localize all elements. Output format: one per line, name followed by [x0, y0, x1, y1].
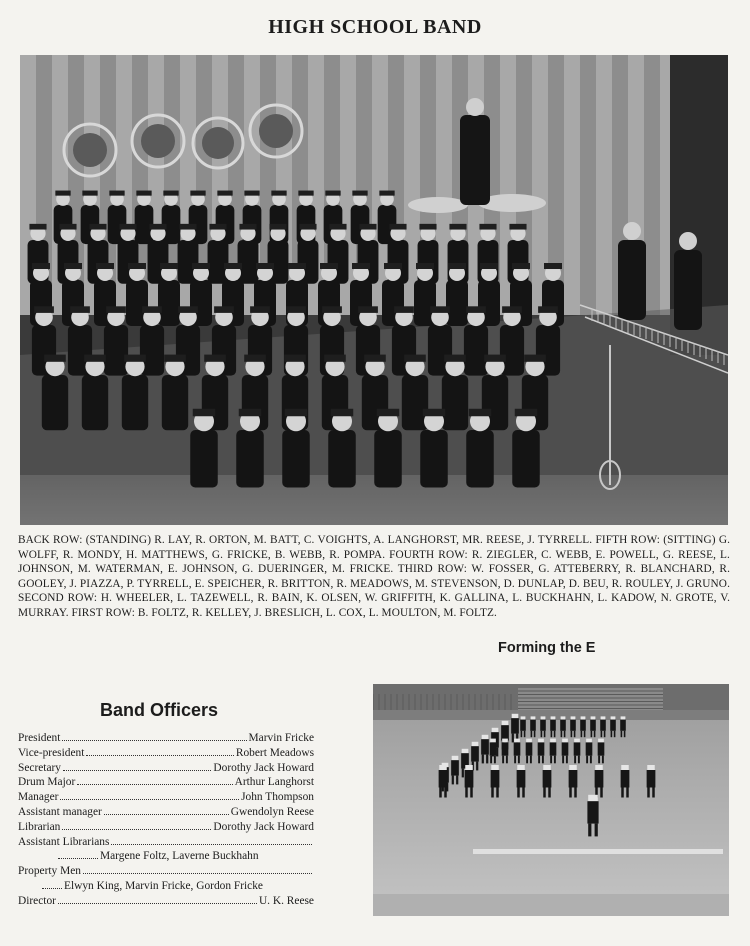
leader-dots — [62, 829, 211, 830]
officer-row-director — [18, 894, 314, 909]
officer-role: Assistant Librarians — [18, 835, 110, 848]
officer-role: Assistant manager — [18, 805, 102, 818]
leader-dots — [86, 755, 233, 756]
page-title: HIGH SCHOOL BAND — [268, 16, 482, 38]
officer-name: Dorothy Jack Howard — [213, 761, 314, 774]
officer-role: President — [18, 732, 61, 744]
officer-row-assistant-librarians-names — [18, 849, 314, 864]
leader-dots — [111, 844, 312, 845]
leader-dots — [62, 740, 246, 741]
officer-name: Marvin Fricke — [248, 732, 314, 744]
officer-name: Gwendolyn Reese — [230, 805, 314, 818]
officer-role: Manager — [18, 791, 59, 804]
band-group-photo — [20, 55, 728, 525]
officer-row-property-men-names — [18, 879, 314, 894]
officer-role: Director — [18, 894, 56, 907]
band-photo-caption: BACK ROW: (STANDING) R. LAY, R. ORTON, M. BATT, C. VOIGHTS, A. LANGHORST, MR. REESE, J. TYRRELL. FIFTH ROW: (SITTING) G. WOLFF, R. MONDY, H. MATTHEWS, G. FRICKE, B. WEBB, R. POMPA. FOURTH ROW: R. ZIEGLER, C. WEBB, E. POWELL, G. REESE, L. JOHNSON, M. WATERMAN, E. JOHNSON, G. DUERINGER, M. FRICKE. THIRD ROW: W. FOSSER, G. ATTEBERRY, R. BLANCHARD, R. GOOLEY, J. PIAZZA, P. TYRRELL, E. SPEICHER, R. BRITTON, R. MEADOWS, M. STEVENSON, D. DUNLAP, D. BEU, R. ROULEY, J. GRUNO. SECOND ROW: H. WHEELER, L. TAZEWELL, R. BAIN, K. OLSEN, W. GRIFFITH, K. GALLINA, L. BUCKHAHN, L. KADOW, N. GROTE, V. MURRAY. FIRST ROW: B. FOLTZ, R. KELLEY, J. BRESLICH, L. COX, L. MOULTON, M. FOLTZ. — [18, 534, 730, 619]
band-officers-title: Band Officers — [100, 700, 219, 720]
officer-role: Property Men — [18, 865, 81, 878]
officer-name: Margene Foltz, Laverne Buckhahn — [100, 850, 259, 863]
officer-role: Drum Major — [18, 776, 76, 789]
officer-row-assistant-librarians — [18, 835, 314, 850]
officer-name: John Thompson — [241, 791, 314, 804]
officer-name: U. K. Reese — [258, 894, 314, 907]
officer-role: Librarian — [18, 820, 61, 833]
leader-dots — [63, 770, 211, 771]
leader-dots — [104, 814, 229, 815]
leader-dots — [77, 784, 232, 785]
officer-row-property-men — [18, 864, 314, 879]
forming-photo-title: Forming the E — [498, 640, 596, 656]
officer-role: Vice-president — [18, 746, 85, 759]
officer-row-librarian — [18, 820, 314, 835]
leader-dots — [58, 858, 98, 859]
officer-name: Robert Meadows — [235, 746, 314, 759]
officer-role: Secretary — [18, 761, 62, 774]
officer-row-drum-major — [18, 775, 314, 790]
officer-row-secretary — [18, 761, 314, 776]
officer-name: Elwyn King, Marvin Fricke, Gordon Fricke — [64, 879, 263, 892]
leader-dots — [83, 873, 312, 874]
officer-row-manager — [18, 790, 314, 805]
officer-row-assistant-manager — [18, 805, 314, 820]
marching-formation-photo — [373, 684, 729, 916]
leader-dots — [58, 903, 257, 904]
officer-row-vice-president — [18, 746, 314, 761]
officer-row-president — [18, 731, 314, 746]
band-officers-list — [18, 731, 314, 909]
leader-dots — [60, 799, 239, 800]
leader-dots — [42, 888, 62, 889]
officer-name: Dorothy Jack Howard — [213, 820, 314, 833]
officer-name: Arthur Langhorst — [234, 776, 314, 789]
